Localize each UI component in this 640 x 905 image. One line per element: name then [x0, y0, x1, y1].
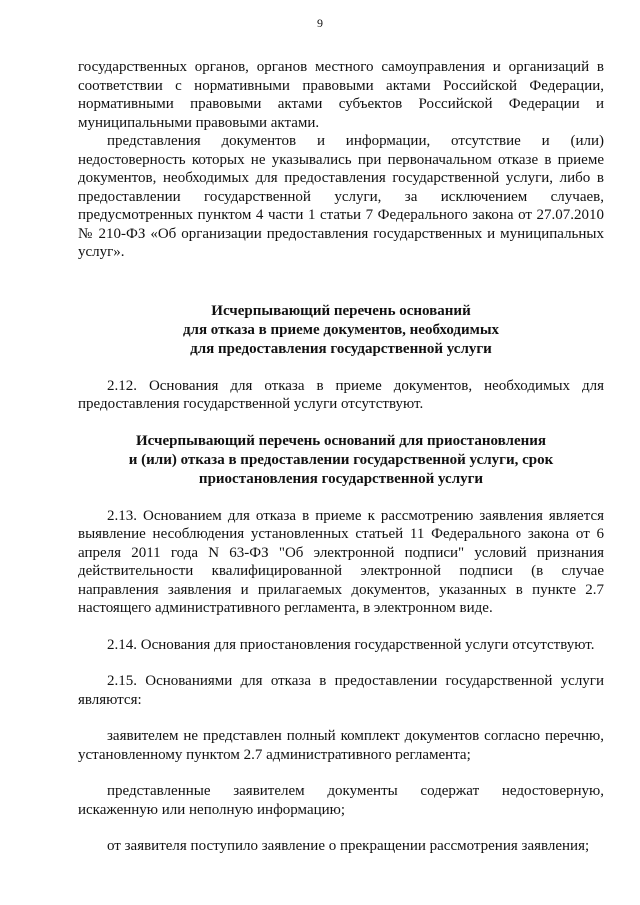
heading-line: для отказа в приеме документов, необходимых	[182, 321, 500, 338]
paragraph-2-15: 2.15. Основаниями для отказа в предоставлении государственной услуги являются:	[78, 673, 604, 708]
heading-line: Исчерпывающий перечень оснований для приостановления	[135, 432, 547, 449]
page-number: 9	[317, 16, 323, 30]
paragraph-documents-info: представления документов и информации, отсутствие и (или) недостоверность которых не указывались при первоначальном отказе в приеме документов, необходимых для предоставления государственной услуги, либо в предоставлении государственной услуги, за исключением случаев, предусмотренных пунктом 4 части 1 статьи 7 Федерального закона от 27.07.2010 № 210-ФЗ «Об организации предоставления государственных и муниципальных услуг».	[78, 133, 604, 260]
paragraph-2-14: 2.14. Основания для приостановления государственной услуги отсутствуют.	[107, 636, 595, 653]
heading-line: и (или) отказа в предоставлении государственной услуги, срок	[128, 451, 554, 468]
section-heading-refusal-acceptance	[78, 302, 604, 359]
heading-line: Исчерпывающий перечень оснований	[211, 302, 471, 319]
paragraph-2-13: 2.13. Основанием для отказа в приеме к рассмотрению заявления является выявление несоблюдения установленных статьей 11 Федерального закона от 6 апреля 2011 года N 63-ФЗ "Об электронной подписи" условий признания действительности квалифицированной электронной подписи (в случае направления заявления и прилагаемых документов, указанных в пункте 2.7 настоящего административного регламента, в электронном виде.	[78, 507, 604, 616]
paragraph-continuation: государственных органов, органов местного самоуправления и организаций в соответствии с нормативными правовыми актами Российской Федерации, нормативными правовыми актами субъектов Российской Федерации и муниципальными правовыми актами.	[78, 59, 604, 131]
list-item: заявителем не представлен полный комплект документов согласно перечню, установленному пунктом 2.7 административного регламента;	[78, 728, 604, 763]
list-item: представленные заявителем документы содержат недостоверную, искаженную или неполную информацию;	[78, 783, 604, 818]
paragraph-2-12: 2.12. Основания для отказа в приеме документов, необходимых для предоставления государственной услуги отсутствуют.	[78, 377, 604, 412]
heading-line: для предоставления государственной услуги	[190, 340, 492, 357]
document-body	[78, 58, 604, 856]
list-item: от заявителя поступило заявление о прекращении рассмотрения заявления;	[107, 838, 590, 854]
section-heading-suspension-refusal	[78, 432, 604, 489]
heading-line: приостановления государственной услуги	[198, 470, 484, 487]
